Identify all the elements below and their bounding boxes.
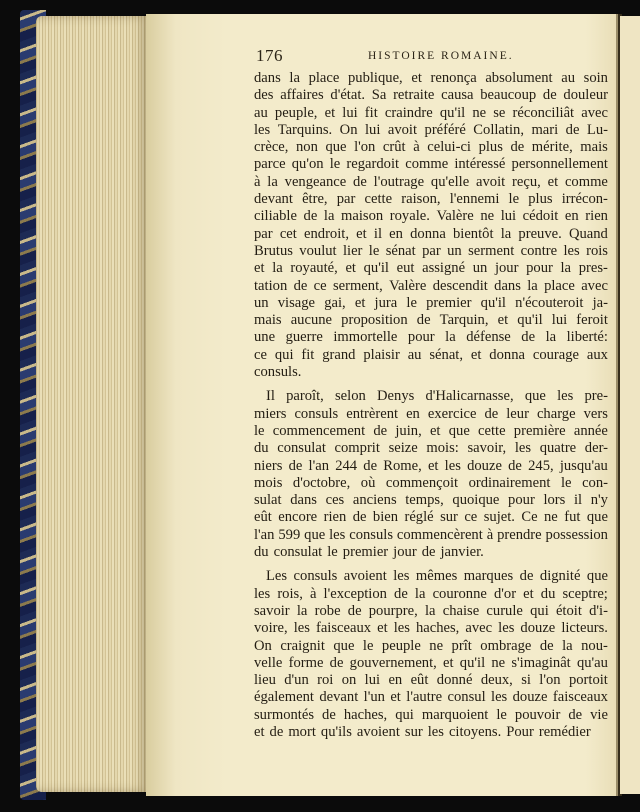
text-line: dans la place publique, et renonça absolument au soin <box>254 70 608 86</box>
running-head: HISTOIRE ROMAINE. <box>368 50 514 62</box>
text-line: tation de ce serment, Valère descendit dans la place avec <box>254 277 608 294</box>
page-header <box>252 46 612 68</box>
text-line: ce qui fit grand plaisir au sénat, et donna courage aux <box>254 346 608 363</box>
text-line: et la royauté, et qu'il eut assigné un jour pour la pres- <box>254 260 608 277</box>
text-line: mais aucune proposition de Tarquin, et qu'il lui feroit <box>254 312 608 329</box>
text-line: crèce, non que l'on crût à celui-ci plus de mérite, mais <box>254 139 608 156</box>
text-line: On craignit que le peuple ne prît ombrage de la nou- <box>254 637 608 654</box>
text-line: ciliable de la maison royale. Valère ne lui cédoit en rien <box>254 208 608 225</box>
text-line: des affaires d'état. Sa retraite causa beaucoup de douleur <box>254 87 608 104</box>
text-line: à la vengeance de l'outrage qu'elle avoit reçu, et comme <box>254 173 608 190</box>
paragraph <box>254 70 608 381</box>
text-line: niers de l'an 244 de Rome, et les douze de 245, jusqu'au <box>254 457 608 474</box>
text-line: parce qu'on le regardoit comme intéressé personnellement <box>254 156 608 173</box>
facing-page-sliver <box>620 16 640 794</box>
text-line: les Tarquins. On lui avoit préféré Collatin, mari de Lu- <box>254 121 608 138</box>
text-line: velle forme de gouvernement, et qu'il ne s'imaginât qu'au <box>254 654 608 671</box>
text-line: du consulat comprit seize mois: savoir, les quatre der- <box>254 440 608 457</box>
text-line: le commencement de juin, et que cette première année <box>254 422 608 439</box>
text-line: du consulat le premier jour de janvier. <box>254 544 484 561</box>
text-line: surmontés de haches, qui marquoient le pouvoir de vie <box>254 706 608 723</box>
text-line: devant être, par cette raison, l'ennemi le plus irrécon- <box>254 191 608 208</box>
text-line: sulat dans ces anciens temps, quoique pour lors il n'y <box>254 492 608 509</box>
text-line: l'an 599 que les consuls commencèrent à prendre possession <box>254 526 608 543</box>
text-line: Il paroît, selon Denys d'Halicarnasse, que les pre- <box>266 388 608 405</box>
text-line: un visage gai, et jura le premier qu'il n'écouteroit ja- <box>254 294 608 311</box>
text-line: une guerre immortelle pour la défense de la liberté: <box>254 329 608 346</box>
body-text <box>254 70 608 741</box>
text-line: consuls. <box>254 364 302 381</box>
text-line: Les consuls avoient les mêmes marques de dignité que <box>266 568 608 585</box>
paragraph <box>254 568 608 741</box>
page-number: 176 <box>256 46 283 65</box>
text-line: les rois, à l'exception de la couronne d'or et du sceptre; <box>254 585 608 602</box>
text-line: lieu d'un roi on lui en eût donné deux, si l'on portoit <box>254 672 608 689</box>
text-line: Brutus voulut lier le sénat par un serment contre les rois <box>254 242 608 259</box>
text-line: miers consuls entrèrent en exercice de leur charge vers <box>254 405 608 422</box>
paragraph <box>254 388 608 561</box>
text-line: mois d'octobre, où commençoit ordinairement le con- <box>254 474 608 491</box>
text-line: eût encore rien de bien réglé sur ce sujet. Ce ne fut que <box>254 509 608 526</box>
text-line: par cet endroit, et il en donna bientôt la preuve. Quand <box>254 225 608 242</box>
text-line: au peuple, et lui fit craindre qu'il ne se réconciliât avec <box>254 104 608 121</box>
text-line: voire, les faisceaux et les haches, avec les douze licteurs. <box>254 620 608 637</box>
text-line: savoir la robe de pourpre, la chaise curule qui étoit d'i- <box>254 602 608 619</box>
text-line: également devant l'un et l'autre consul les douze faisceaux <box>254 689 608 706</box>
text-line: et de mort qu'ils avoient sur les citoyens. Pour remédier <box>254 723 591 740</box>
page-block-edges <box>36 16 148 792</box>
